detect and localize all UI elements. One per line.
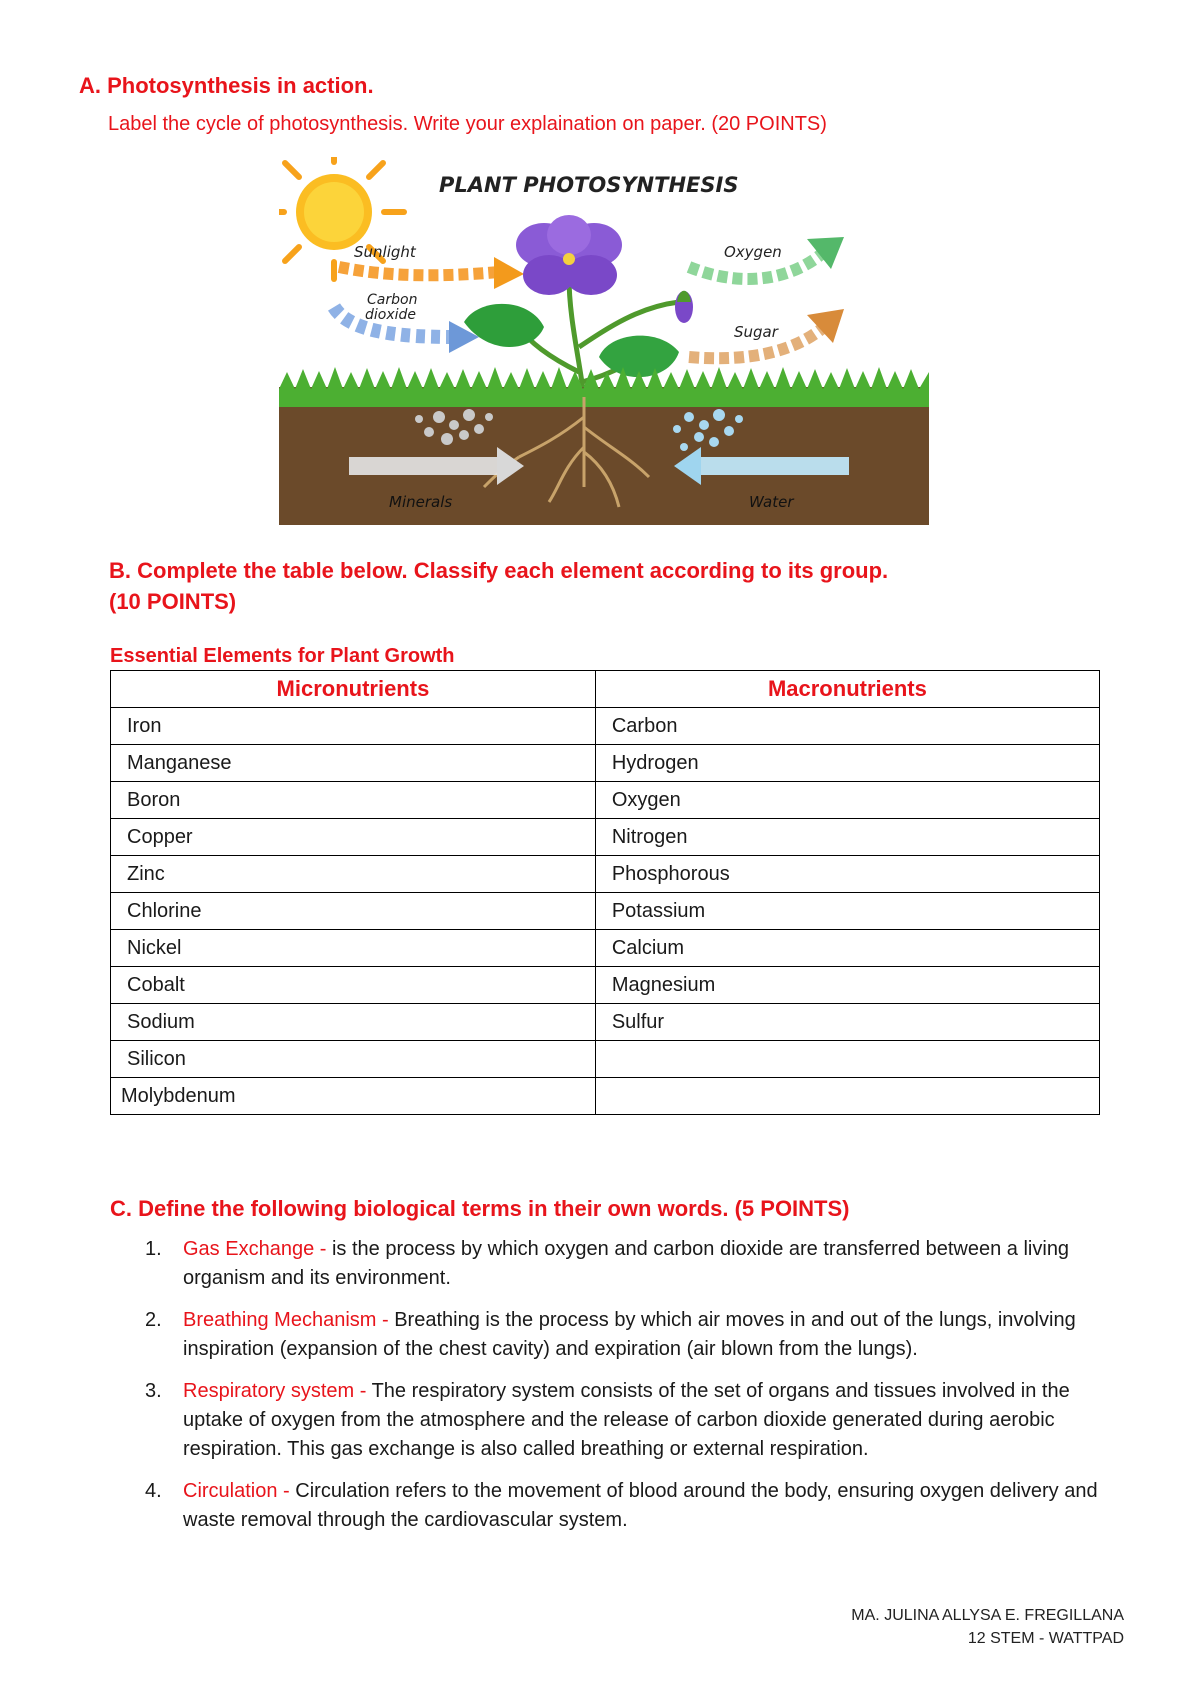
list-item	[135, 1477, 1120, 1535]
micronutrient-cell: Cobalt	[111, 967, 596, 1004]
micronutrient-cell: Molybdenum	[111, 1078, 596, 1115]
nutrients-table	[110, 670, 1100, 1115]
table-row	[111, 1004, 1100, 1041]
micronutrient-cell: Boron	[111, 782, 596, 819]
micronutrient-cell: Silicon	[111, 1041, 596, 1078]
section-a-title: A. Photosynthesis in action.	[79, 73, 374, 98]
term-label: Respiratory system -	[183, 1380, 372, 1402]
table-row	[111, 1078, 1100, 1115]
footer-student-name: MA. JULINA ALLYSA E. FREGILLANA	[851, 1607, 1124, 1624]
macronutrient-cell: Carbon	[595, 708, 1099, 745]
micronutrient-cell: Zinc	[111, 856, 596, 893]
label-dioxide: dioxide	[365, 307, 417, 323]
term-definition: Breathing is the process by which air moves in and out of the lungs, involving inspiration (expansion of the chest cavity) and expiration (air blown from the lungs).	[183, 1309, 1076, 1360]
list-number: 4.	[145, 1480, 162, 1502]
flower-bud-icon	[675, 291, 693, 323]
list-item	[135, 1306, 1120, 1364]
term-definition: Circulation refers to the movement of blood around the body, ensuring oxygen delivery and waste removal through the cardiovascular system.	[183, 1480, 1098, 1531]
macronutrient-cell	[595, 1041, 1099, 1078]
term-label: Gas Exchange -	[183, 1238, 332, 1260]
micronutrient-cell: Sodium	[111, 1004, 596, 1041]
micronutrient-cell: Iron	[111, 708, 596, 745]
macronutrient-cell: Nitrogen	[595, 819, 1099, 856]
macronutrient-cell: Phosphorous	[595, 856, 1099, 893]
label-sunlight: Sunlight	[354, 243, 416, 261]
list-number: 1.	[145, 1238, 162, 1260]
table-row	[111, 856, 1100, 893]
footer-class-section: 12 STEM - WATTPAD	[967, 1630, 1124, 1647]
micronutrient-cell: Nickel	[111, 930, 596, 967]
list-item	[135, 1235, 1120, 1293]
term-definition: The respiratory system consists of the set of organs and tissues involved in the uptake of oxygen from the atmosphere and the release of carbon dioxide generated during aerobic respiration. This gas exchange is also called breathing or external respiration.	[183, 1380, 1070, 1460]
term-label: Circulation -	[183, 1480, 296, 1502]
macronutrient-cell: Oxygen	[595, 782, 1099, 819]
table-row	[111, 930, 1100, 967]
table-caption: Essential Elements for Plant Growth	[110, 645, 455, 667]
table-row	[111, 819, 1100, 856]
section-b-title-line2: (10 POINTS)	[109, 589, 237, 614]
soil	[279, 387, 929, 525]
macronutrient-cell: Calcium	[595, 930, 1099, 967]
table-row	[111, 708, 1100, 745]
header-micronutrients: Micronutrients	[111, 671, 596, 708]
diagram-title: PLANT PHOTOSYNTHESIS	[439, 173, 739, 197]
list-number: 2.	[145, 1309, 162, 1331]
table-row	[111, 1041, 1100, 1078]
macronutrient-cell	[595, 1078, 1099, 1115]
table-row	[111, 893, 1100, 930]
label-water: Water	[749, 493, 794, 511]
table-row	[111, 782, 1100, 819]
micronutrient-cell: Chlorine	[111, 893, 596, 930]
label-oxygen: Oxygen	[724, 243, 782, 261]
term-label: Breathing Mechanism -	[183, 1309, 395, 1331]
table-row	[111, 745, 1100, 782]
table-header-row	[111, 671, 1100, 708]
header-macronutrients: Macronutrients	[595, 671, 1099, 708]
macronutrient-cell: Potassium	[595, 893, 1099, 930]
list-number: 3.	[145, 1380, 162, 1402]
label-minerals: Minerals	[389, 493, 453, 511]
label-carbon: Carbon	[367, 292, 418, 308]
macronutrient-cell: Sulfur	[595, 1004, 1099, 1041]
photosynthesis-diagram	[279, 157, 929, 525]
term-definition: is the process by which oxygen and carbon dioxide are transferred between a living organism and its environment.	[183, 1238, 1070, 1289]
section-c-title: C. Define the following biological terms in their own words. (5 POINTS)	[110, 1196, 850, 1221]
micronutrient-cell: Manganese	[111, 745, 596, 782]
section-b-title	[109, 555, 888, 617]
macronutrient-cell: Magnesium	[595, 967, 1099, 1004]
section-b-title-line1: B. Complete the table below. Classify each element according to its group.	[109, 558, 889, 583]
terms-list	[135, 1235, 1120, 1548]
micronutrient-cell: Copper	[111, 819, 596, 856]
table-row	[111, 967, 1100, 1004]
macronutrient-cell: Hydrogen	[595, 745, 1099, 782]
label-sugar: Sugar	[734, 323, 778, 341]
list-item	[135, 1377, 1120, 1464]
flower-icon	[516, 215, 622, 295]
section-a-instruction: Label the cycle of photosynthesis. Write your explaination on paper. (20 POINTS)	[108, 113, 827, 135]
